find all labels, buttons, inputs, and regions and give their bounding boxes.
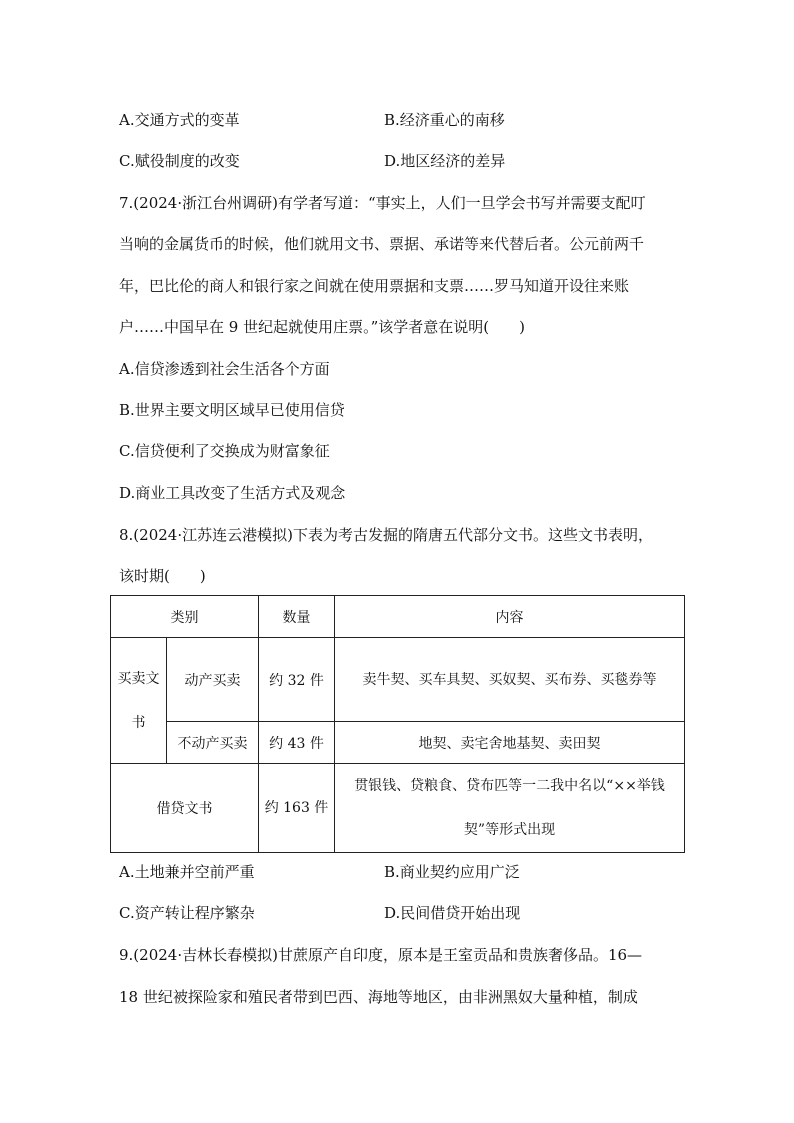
row-content: 地契、卖宅舍地基契、卖田契: [335, 722, 685, 764]
row-sub-category: 不动产买卖: [167, 722, 259, 764]
q7-option-a: A.信贷渗透到社会生活各个方面: [119, 360, 330, 378]
row-content: 卖牛契、买车具契、买奴契、买布券、买毯券等: [335, 638, 685, 722]
group-label-trade: 买卖文书: [111, 638, 167, 764]
header-category: 类别: [111, 596, 259, 638]
q8-option-a: A.土地兼并空前严重: [119, 863, 255, 881]
q7-stem-line-1: 7.(2024·浙江台州调研)有学者写道：“事实上，人们一旦学会书写并需要支配叮: [119, 194, 646, 212]
q7-stem-line-4: 户……中国早在 9 世纪起就使用庄票。”该学者意在说明( ): [119, 318, 525, 336]
q8-stem-line-1: 8.(2024·江苏连云港模拟)下表为考古发掘的隋唐五代部分文书。这些文书表明，: [119, 526, 653, 544]
documents-table: [110, 595, 685, 853]
q8-option-d: D.民间借贷开始出现: [384, 904, 521, 922]
row-quantity: 约 43 件: [259, 722, 335, 764]
q7-option-d: D.商业工具改变了生活方式及观念: [119, 484, 346, 502]
table-row: [111, 722, 685, 764]
q6-option-b: B.经济重心的南移: [384, 111, 505, 129]
q8-stem-line-2: 该时期( ): [119, 567, 206, 585]
q6-option-a: A.交通方式的变革: [119, 111, 240, 129]
header-quantity: 数量: [259, 596, 335, 638]
q6-option-d: D.地区经济的差异: [384, 152, 506, 170]
q7-stem-line-3: 年，巴比伦的商人和银行家之间就在使用票据和支票……罗马知道开设往来账: [119, 277, 630, 295]
q9-stem-line-1: 9.(2024·吉林长春模拟)甘蔗原产自印度，原本是王室贡品和贵族奢侈品。16—: [119, 946, 643, 964]
loan-label: 借贷文书: [111, 764, 259, 853]
q9-stem-line-2: 18 世纪被探险家和殖民者带到巴西、海地等地区，由非洲黑奴大量种植，制成: [119, 988, 638, 1006]
q6-option-c: C.赋役制度的改变: [119, 152, 240, 170]
header-content: 内容: [335, 596, 685, 638]
q7-option-c: C.信贷便利了交换成为财富象征: [119, 442, 330, 460]
table-row: [111, 638, 685, 722]
loan-quantity: 约 163 件: [259, 764, 335, 853]
row-sub-category: 动产买卖: [167, 638, 259, 722]
table-row: [111, 764, 685, 853]
q7-option-b: B.世界主要文明区域早已使用信贷: [119, 401, 345, 419]
q8-option-b: B.商业契约应用广泛: [384, 863, 520, 881]
loan-content: 贯银钱、贷粮食、贷布匹等一二我中名以“××举钱契”等形式出现: [335, 764, 685, 853]
q8-option-c: C.资产转让程序繁杂: [119, 904, 255, 922]
row-quantity: 约 32 件: [259, 638, 335, 722]
table-header-row: [111, 596, 685, 638]
q7-stem-line-2: 当响的金属货币的时候，他们就用文书、票据、承诺等来代替后者。公元前两千: [119, 235, 645, 253]
